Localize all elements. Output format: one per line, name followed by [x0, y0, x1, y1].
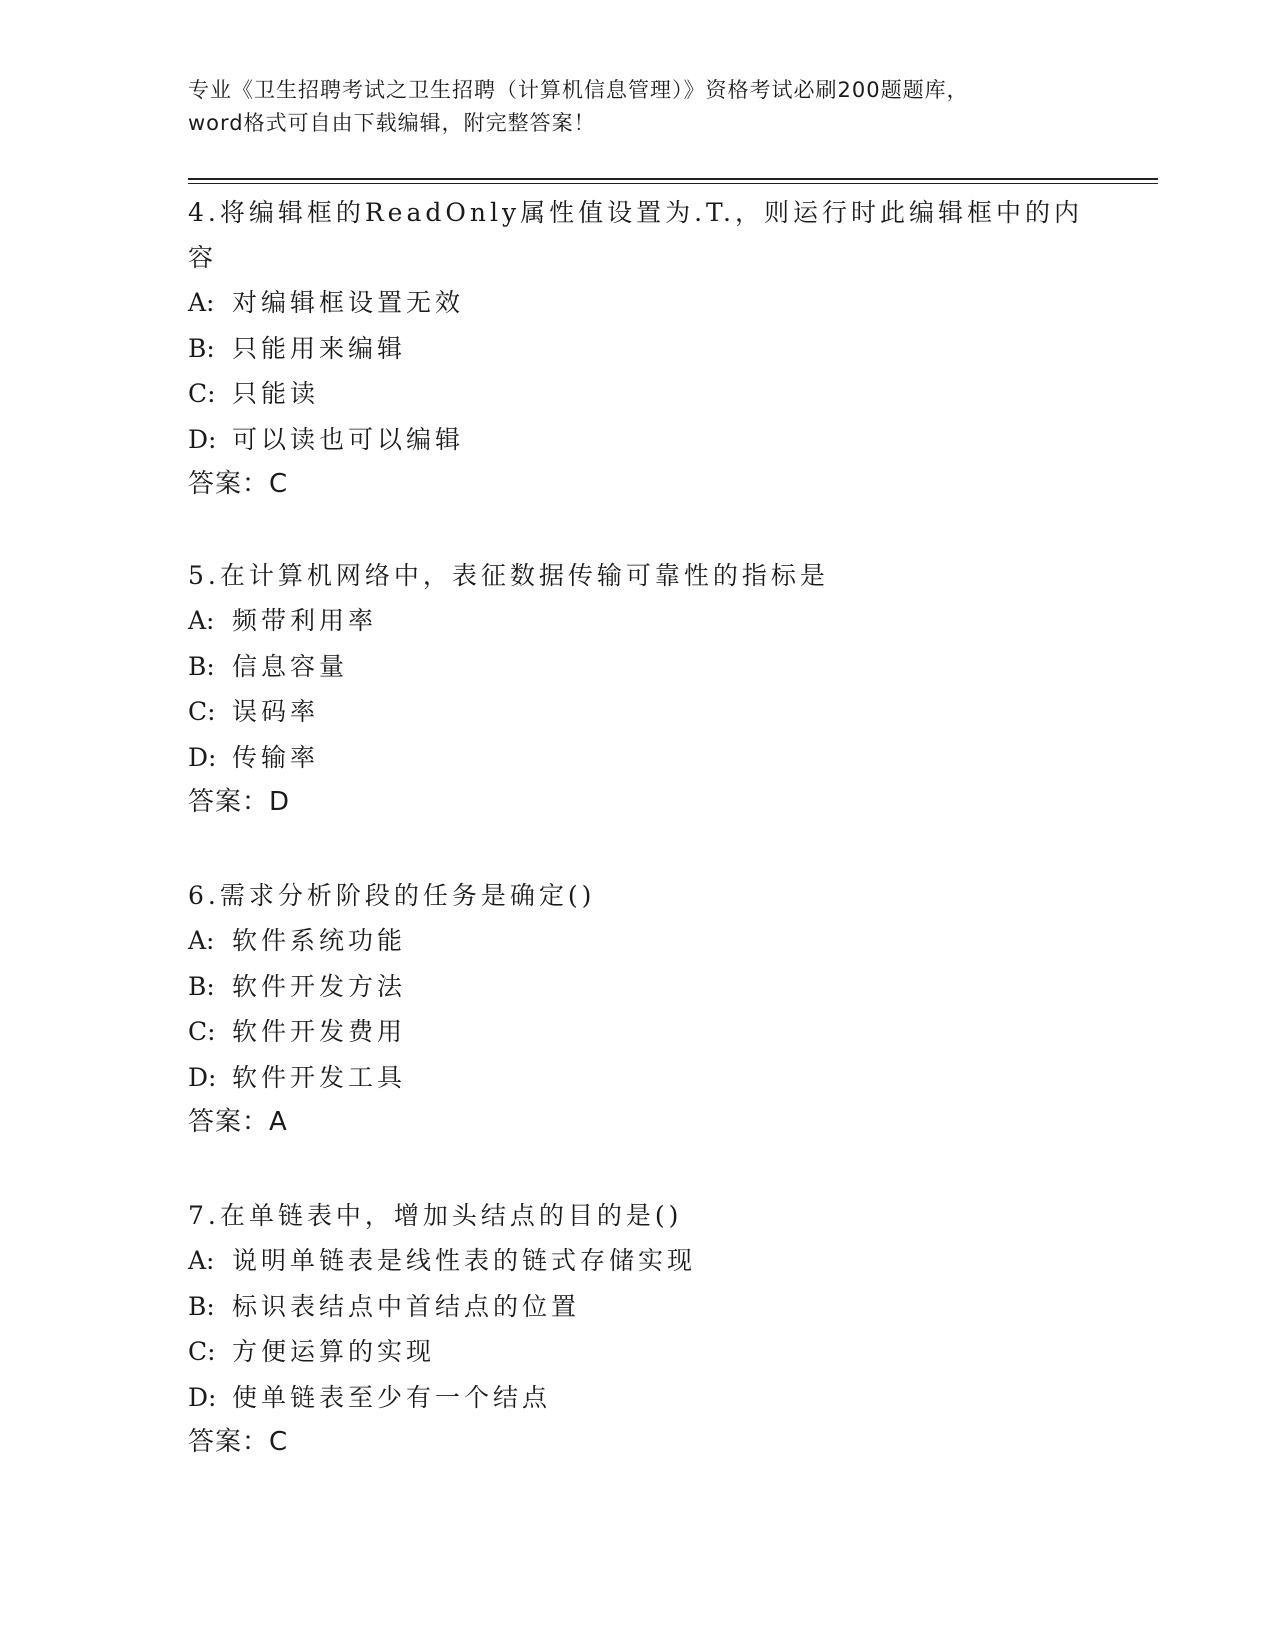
- option-a: [188, 280, 1088, 326]
- option-key: A:: [188, 606, 215, 635]
- option-key: C:: [188, 379, 216, 408]
- option-b: [188, 644, 1088, 690]
- option-text: 误码率: [232, 697, 320, 726]
- option-text: 信息容量: [232, 651, 349, 681]
- question-7: [188, 1193, 1088, 1465]
- option-key: D:: [188, 1062, 217, 1092]
- option-c: [188, 1329, 1088, 1375]
- question-stem: 6.需求分析阶段的任务是确定(): [188, 881, 596, 910]
- option-text: 传输率: [232, 742, 320, 772]
- option-key: C:: [188, 697, 216, 726]
- option-key: D:: [188, 424, 217, 454]
- option-key: A:: [188, 926, 215, 955]
- option-text: 只能用来编辑: [232, 333, 407, 363]
- option-key: D:: [188, 742, 217, 772]
- option-text: 使单链表至少有一个结点: [232, 1382, 552, 1412]
- option-key: B:: [188, 651, 215, 681]
- option-text: 只能读: [232, 379, 320, 408]
- option-text: 频带利用率: [232, 606, 378, 635]
- option-d: [188, 1055, 1088, 1101]
- option-text: 方便运算的实现: [232, 1337, 436, 1366]
- option-key: B:: [188, 971, 215, 1001]
- document-header: [188, 74, 1088, 140]
- option-d: [188, 1375, 1088, 1421]
- question-stem: 7.在单链表中，增加头结点的目的是(): [188, 1201, 683, 1230]
- header-divider-thick: [188, 178, 1158, 180]
- option-key: B:: [188, 1291, 215, 1321]
- option-b: [188, 1284, 1088, 1330]
- option-key: A:: [188, 1246, 215, 1275]
- option-text: 软件开发费用: [232, 1017, 407, 1046]
- option-key: B:: [188, 333, 215, 363]
- option-a: [188, 598, 1088, 644]
- header-divider-thin: [188, 183, 1158, 184]
- option-b: [188, 964, 1088, 1010]
- option-text: 软件开发工具: [232, 1062, 407, 1092]
- option-b: [188, 326, 1088, 372]
- option-c: [188, 689, 1088, 735]
- option-key: A:: [188, 288, 215, 317]
- option-text: 说明单链表是线性表的链式存储实现: [232, 1246, 697, 1275]
- option-c: [188, 371, 1088, 417]
- question-6: [188, 873, 1088, 1145]
- option-text: 标识表结点中首结点的位置: [232, 1291, 581, 1321]
- question-stem: 4.将编辑框的ReadOnly属性值设置为.T.，则运行时此编辑框中的内容: [188, 198, 1083, 272]
- option-d: [188, 417, 1088, 463]
- header-title-line-2: word格式可自由下载编辑，附完整答案！: [188, 111, 596, 135]
- header-title-line-1: 专业《卫生招聘考试之卫生招聘（计算机信息管理）》资格考试必刷200题题库，: [188, 78, 969, 102]
- option-text: 对编辑框设置无效: [232, 288, 465, 317]
- option-a: [188, 918, 1088, 964]
- option-key: C:: [188, 1017, 216, 1046]
- answer-line: 答案：A: [188, 1107, 288, 1137]
- question-5: [188, 553, 1088, 825]
- option-key: D:: [188, 1382, 217, 1412]
- option-c: [188, 1009, 1088, 1055]
- answer-line: 答案：C: [188, 1427, 289, 1457]
- question-4: [188, 190, 1088, 507]
- option-text: 可以读也可以编辑: [232, 424, 465, 454]
- option-a: [188, 1238, 1088, 1284]
- answer-line: 答案：D: [188, 787, 291, 817]
- answer-line: 答案：C: [188, 469, 289, 499]
- option-text: 软件开发方法: [232, 971, 407, 1001]
- question-stem: 5.在计算机网络中，表征数据传输可靠性的指标是: [188, 561, 829, 590]
- option-key: C:: [188, 1337, 216, 1366]
- option-d: [188, 735, 1088, 781]
- option-text: 软件系统功能: [232, 926, 407, 955]
